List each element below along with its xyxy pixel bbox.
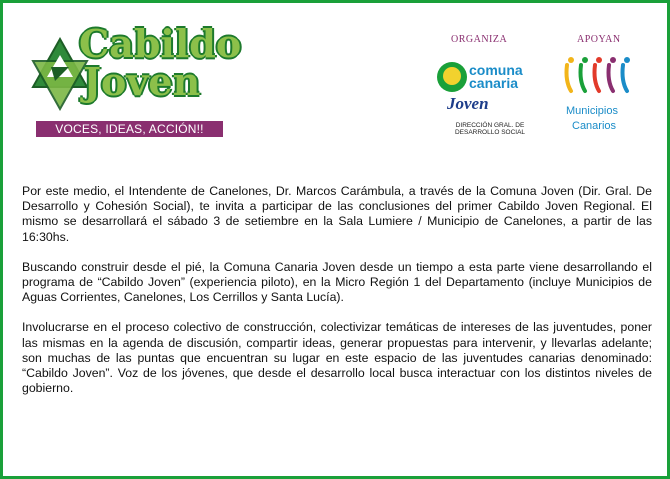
canaria-word: canaria [469, 75, 519, 91]
comuna-subtitle: DIRECCIÓN GRAL. DE DESARROLLO SOCIAL [454, 122, 526, 136]
municipios-canarios-logo [558, 53, 638, 138]
people-figures-icon [561, 55, 635, 101]
slogan-bar: VOCES, IDEAS, ACCIÓN!! [36, 121, 223, 137]
canarios-word: Canarios [572, 120, 617, 132]
apoyan-label: APOYAN [577, 34, 621, 45]
joven-word: Joven [447, 94, 489, 113]
organiza-label: ORGANIZA [451, 34, 508, 45]
comuna-canaria-joven-logo [433, 58, 533, 138]
logo-line2: Joven [83, 59, 201, 104]
paragraph-purpose: Involucrarse en el proceso colectivo de construcción, colectivizar temáticas de intereses de las juventudes, poner las mismas en la agenda de discusión, compartir ideas, generar propuestas para intervenir, y llevarlas adelante; son muchas de las puntas que encuentran su lugar en este espacio de las juventudes canarias denominado: “Cabildo Joven”. Voz de los jóvenes, que desde el desarrollo local busca interactuar con los distintos niveles de gobierno. [22, 320, 652, 396]
logo-line1: Cabildo [79, 21, 242, 66]
comuna-word: comuna [469, 62, 523, 78]
invitation-body [22, 184, 652, 411]
paragraph-program: Buscando construir desde el pié, la Comuna Canaria Joven desde un tiempo a esta parte viene desarrollando el programa de “Cabildo Joven” (experiencia piloto), en la Micro Región 1 del Departamento (incluye Municipios de Aguas Corrientes, Canelones, Los Cerrillos y Santa Lucía). [22, 259, 652, 305]
logo-title [79, 21, 242, 104]
sun-icon [435, 60, 469, 94]
paragraph-invitation: Por este medio, el Intendente de Canelones, Dr. Marcos Carámbula, a través de la Comuna Joven (Dir. Gral. De Desarrollo y Cohesión Social), te invita a participar de las conclusiones del primer Cabildo Joven Regional. El mismo se desarrollará el sábado 3 de setiembre en la Sala Lumiere / Municipio de Canelones, a partir de las 16:30hs. [22, 184, 652, 244]
municipios-word: Municipios [566, 105, 618, 117]
